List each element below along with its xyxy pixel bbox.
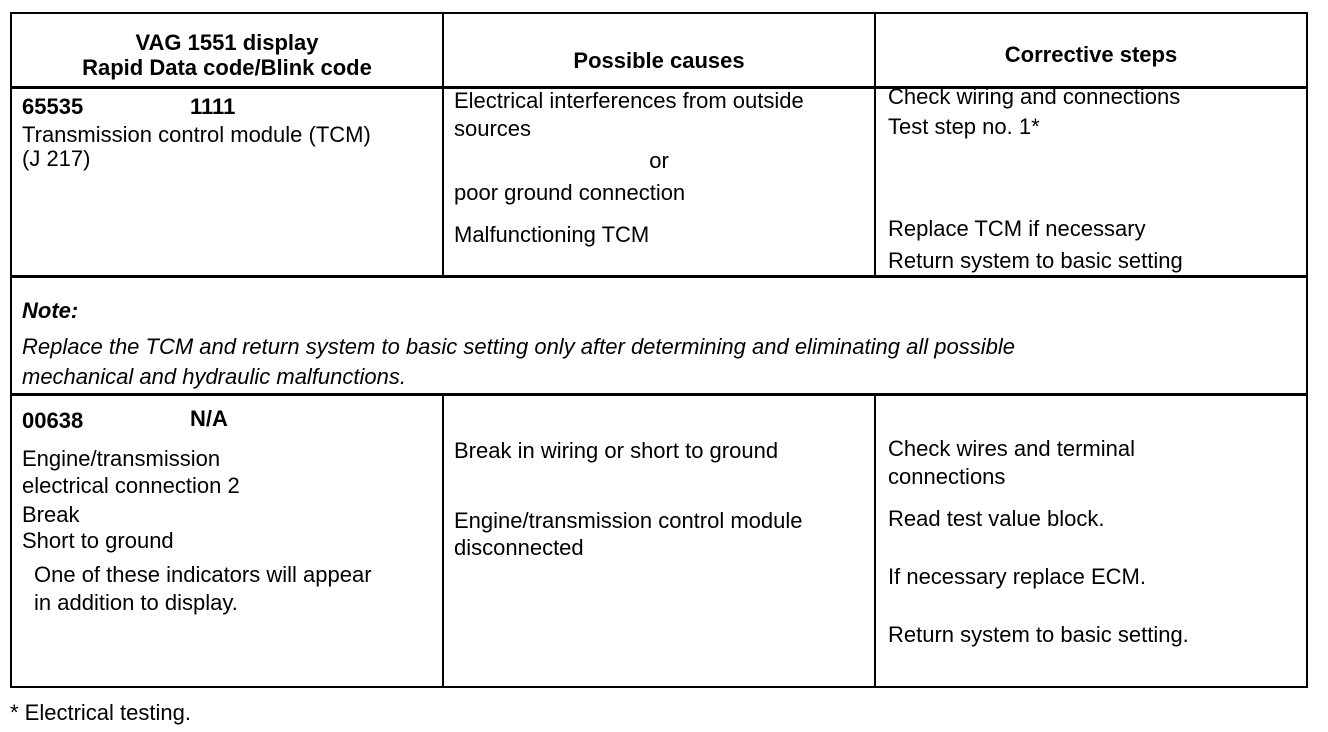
row2-cause-break: Break in wiring or short to ground xyxy=(454,438,779,463)
row1-step-replace-tcm: Replace TCM if necessary xyxy=(888,216,1146,241)
row2-code: 00638 xyxy=(22,408,84,433)
row1-divider xyxy=(10,275,1308,278)
row2-cause-ecm: Engine/transmission control module xyxy=(454,508,803,533)
row2-step-check-wires: Check wires and terminal xyxy=(888,436,1135,461)
row2-step-read-block: Read test value block. xyxy=(888,506,1105,531)
row1-cause-interference-cont: sources xyxy=(454,116,532,141)
row2-blink-code: N/A xyxy=(190,406,228,431)
header-corrective-steps: Corrective steps xyxy=(1004,42,1178,67)
col-divider-2-row2 xyxy=(874,393,876,688)
row1-component: Transmission control module (TCM) xyxy=(22,122,371,147)
footnote: * Electrical testing. xyxy=(10,700,191,725)
row1-code: 65535 xyxy=(22,94,84,119)
note-text-line1: Replace the TCM and return system to basic setting only after determining and eliminating all possible xyxy=(22,334,1015,359)
row2-desc-break: Break xyxy=(22,502,80,527)
row2-desc-addition: in addition to display. xyxy=(34,590,238,615)
col-divider-1-row2 xyxy=(442,393,444,688)
header-display-title: VAG 1551 display xyxy=(135,30,319,55)
row1-step-test: Test step no. 1* xyxy=(888,114,1040,139)
row2-step-basic-setting: Return system to basic setting. xyxy=(888,622,1189,647)
row2-desc-indicators: One of these indicators will appear xyxy=(34,562,372,587)
row1-blink-code: 1111 xyxy=(190,94,236,119)
header-display-subtitle: Rapid Data code/Blink code xyxy=(82,55,372,80)
row1-cause-interference: Electrical interferences from outside xyxy=(454,88,804,113)
row2-desc-engine: Engine/transmission xyxy=(22,446,221,471)
row1-step-basic-setting: Return system to basic setting xyxy=(888,248,1183,273)
row1-cause-ground: poor ground connection xyxy=(454,180,686,205)
row2-desc-short: Short to ground xyxy=(22,528,174,553)
header-possible-causes: Possible causes xyxy=(573,48,745,73)
row2-step-replace-ecm: If necessary replace ECM. xyxy=(888,564,1146,589)
row2-step-check-wires-cont: connections xyxy=(888,464,1006,489)
row1-step-check-wiring: Check wiring and connections xyxy=(888,84,1181,109)
row1-or: or xyxy=(649,148,669,173)
row1-component-ref: (J 217) xyxy=(22,146,91,171)
note-title: Note: xyxy=(22,298,79,323)
note-divider xyxy=(10,393,1308,396)
note-text-line2: mechanical and hydraulic malfunctions. xyxy=(22,364,406,389)
row2-desc-connection: electrical connection 2 xyxy=(22,473,240,498)
row1-cause-tcm: Malfunctioning TCM xyxy=(454,222,650,247)
row2-cause-ecm-cont: disconnected xyxy=(454,535,584,560)
